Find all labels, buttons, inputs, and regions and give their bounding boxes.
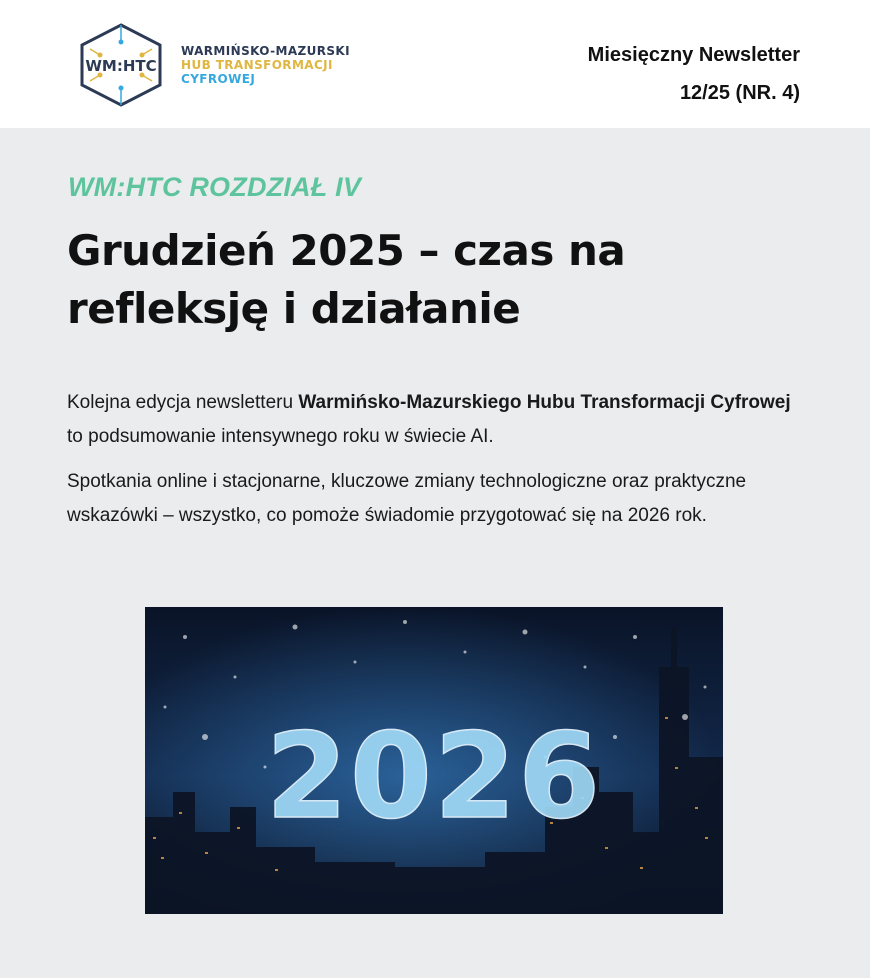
hexagon-network-icon [76, 22, 166, 108]
hero-image [145, 607, 723, 914]
intro-text-start: Kolejna edycja newsletteru [67, 392, 299, 413]
logo-line-2: HUB TRANSFORMACJI [181, 58, 333, 72]
intro-paragraph [67, 386, 807, 454]
summary-paragraph: Spotkania online i stacjonarne, kluczowe zmiany technologiczne oraz praktyczne wskazówki – wszystko, co pomoże świadomie przygotować się na 2026 rok. [67, 471, 747, 526]
hub-name: Warmińsko-Mazurskiego Hubu Transformacji Cyfrowej [298, 392, 791, 413]
newsletter-header [0, 0, 870, 128]
issue-number: 12/25 (NR. 4) [679, 82, 800, 104]
section-kicker: WM:HTC ROZDZIAŁ IV [68, 172, 362, 202]
newsletter-type: Miesięczny Newsletter [587, 44, 800, 66]
hero-year: 2026 [265, 707, 603, 845]
issue-info [588, 36, 800, 112]
page-title: Grudzień 2025 – czas na refleksję i działanie [67, 226, 626, 333]
logo-line-1: WARMIŃSKO-MAZURSKI [181, 44, 351, 58]
logo-wordmark [181, 44, 350, 86]
logo-line-3: CYFROWEJ [181, 72, 256, 86]
intro-text-end: to podsumowanie intensywnego roku w świecie AI. [67, 426, 494, 447]
logo-abbreviation: WM:HTC [85, 57, 157, 75]
